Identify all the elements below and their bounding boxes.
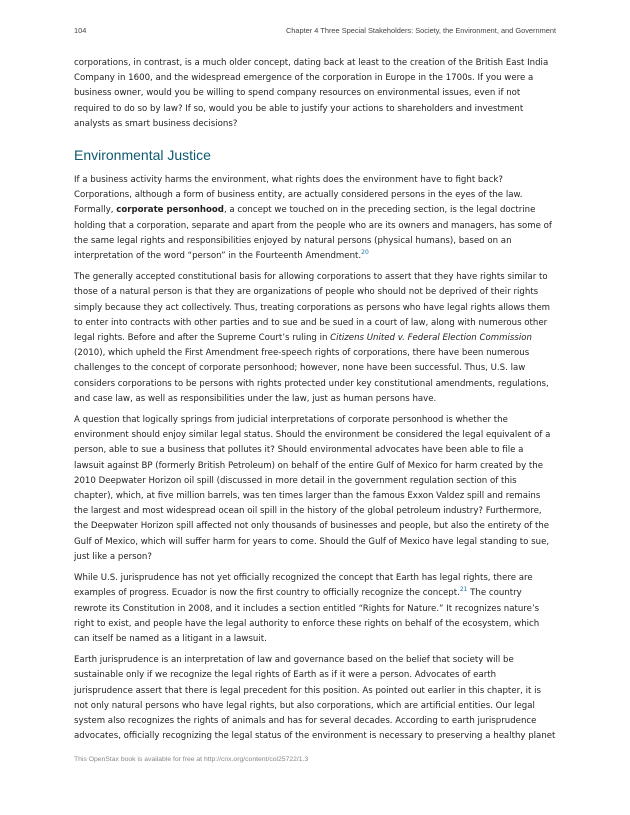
paragraph-2-text-a: The generally accepted constitutional basis for allowing corporations to assert that they have rights similar to those of a natural person is that they are organizations of people who should not be deprived of their rights simply because they act collectively. Thus, treating corporations as persons who have legal rights allows them to enter into contracts with other parties and to sue and be sued in a court of law, along with numerous other legal rights. Before and after the Supreme Court’s ruling in xyxy=(74,272,550,344)
paragraph-1-text-a: If a business activity harms the environment, what rights does the environment have to fight back? Corporations, although a form of business entity, are actually considered persons in the eyes of the law. Formally, xyxy=(74,175,523,216)
running-footer: This OpenStax book is available for free at http://cnx.org/content/col25722/1.3 xyxy=(74,756,309,763)
section-heading: Environmental Justice xyxy=(74,147,211,164)
paragraph-5: Earth jurisprudence is an interpretation of law and governance based on the belief that society will be sustainable only if we recognize the legal rights of Earth as if it were a person. Advocates of earth jurisprudence assert that there is legal precedent for this position. As pointed out earlier in this chapter, it is not only natural persons who have legal rights, but also corporations, which are artificial entities. Our legal system also recognizes the rights of animals and has for several decades. According to earth jurisprudence advocates, officially recognizing the legal status of the environment is necessary to preserving a healthy planet xyxy=(74,655,556,742)
paragraph-2-text-b: (2010), which upheld the First Amendment free-speech rights of corporations, there have been numerous challenges to the concept of corporate personhood; however, none have been successful. Thus, U.S. law considers corporations to be persons with rights protected under key constitutional amendments, regulations, and case law, as well as responsibilities under the law, just as human persons have. xyxy=(74,348,549,404)
footnote-link-21[interactable]: 21 xyxy=(459,586,468,594)
paragraph-1-text-b: , a concept we touched on in the preceding section, is the legal doctrine holding that a corporation, separate and apart from the people who are its owners and managers, has some of the same legal rights and responsibilities enjoyed by natural persons (physical humans), based on an interpretation of the word “person” in the Fourteenth Amendment. xyxy=(74,205,552,262)
footnote-link-20[interactable]: 20 xyxy=(361,249,369,257)
intro-paragraph: corporations, in contrast, is a much older concept, dating back at least to the creation of the British East India Company in 1600, and the widespread emergence of the corporation in Europe in the 1700s. If you were a business owner, would you be willing to spend company resources on environmental issues, even if not required to do so by law? If so, would you be able to justify your actions to shareholders and investment analysts as smart business decisions? xyxy=(74,58,549,129)
paragraph-4-text-b: The country rewrote its Constitution in 2008, and it includes a section entitled “Rights for Nature.” It recognizes nature’s right to exist, and people have the legal authority to enforce these rights on behalf of the ecosystem, which can itself be named as a litigant in a lawsuit. xyxy=(74,588,540,644)
paragraph-3: A question that logically springs from judicial interpretations of corporate personhood is whether the environment should enjoy similar legal status. Should the environment be considered the legal equivalent of a person, able to sue a business that pollutes it? Should environmental advocates have been able to file a lawsuit against BP (formerly British Petroleum) on behalf of the entire Gulf of Mexico for harm created by the 2010 Deepwater Horizon oil spill (discussed in more detail in the government regulation section of this chapter), which, at five million barrels, was ten times larger than the famous Exxon Valdez spill and remains the largest and most widespread ocean oil spill in the history of the global petroleum industry? Furthermore, the Deepwater Horizon spill affected not only thousands of businesses and people, but also the entirety of the Gulf of Mexico, which will suffer harm for years to come. Should the Gulf of Mexico have legal standing to sue, just like a person? xyxy=(74,415,551,562)
running-header xyxy=(74,26,556,38)
key-term-corporate-personhood: corporate personhood xyxy=(116,205,224,216)
paragraph-4-text-a: While U.S. jurisprudence has not yet officially recognized the concept that Earth has legal rights, there are examples of progress. Ecuador is now the first country to officially recognize the concept. xyxy=(74,573,533,599)
page-number: 104 xyxy=(74,26,87,35)
body-text xyxy=(74,56,556,750)
case-name: Citizens United v. Federal Election Commission xyxy=(330,333,532,344)
chapter-title: Chapter 4 Three Special Stakeholders: Society, the Environment, and Government xyxy=(285,26,556,35)
paragraph-4 xyxy=(74,571,556,647)
paragraph-2 xyxy=(74,270,556,407)
paragraph-1 xyxy=(74,173,556,264)
